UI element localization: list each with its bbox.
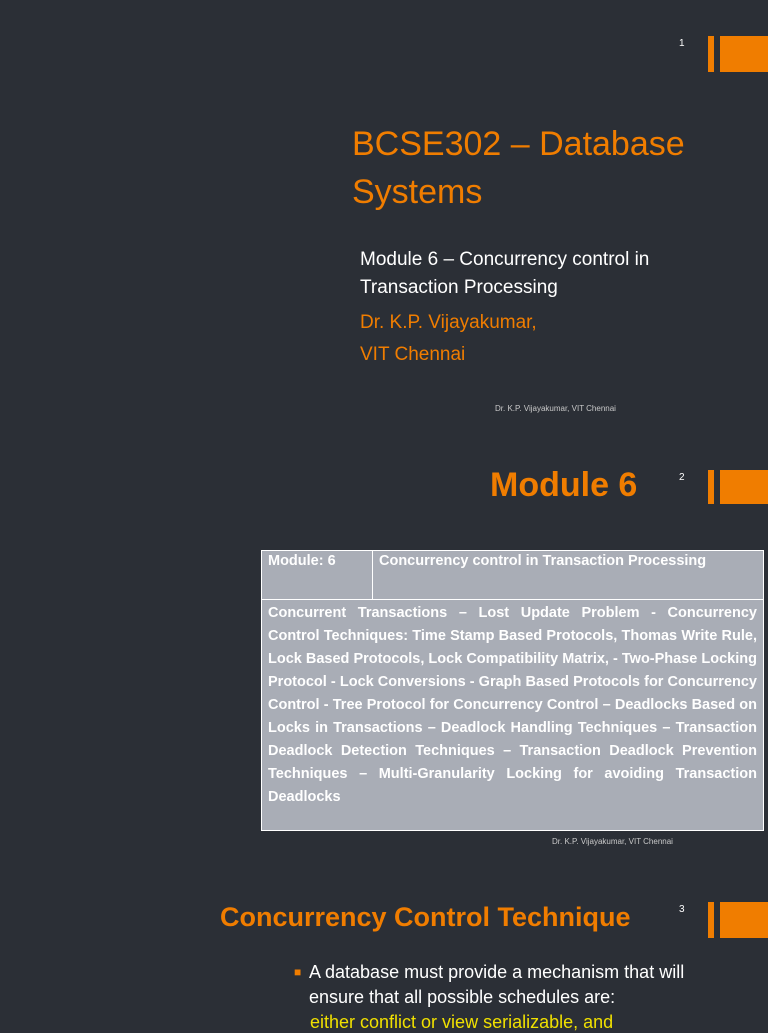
accent-bar-thick [720, 902, 768, 938]
module-title-cell: Concurrency control in Transaction Processing [373, 551, 764, 600]
slide-3 [0, 860, 768, 1032]
page-number: 3 [679, 904, 685, 915]
module-content-cell: Concurrent Transactions – Lost Update Problem - Concurrency Control Techniques: Time Stamp Based Protocols, Thomas Write Rule, Lock Based Protocols, Lock Compatibility Matrix, - Two-Phase Locking Protocol - Lock Conversions - Graph Based Protocols for Concurrency Control - Tree Protocol for Concurrency Control – Deadlocks Based on Locks in Transactions – Deadlock Handling Techniques – Transaction Deadlock Detection Techniques – Transaction Deadlock Prevention Techniques – Multi-Granularity Locking for avoiding Transaction Deadlocks [262, 600, 764, 831]
module-label-cell: Module: 6 [262, 551, 373, 600]
table-content-row [262, 600, 764, 831]
sub-bullet-text: either conflict or view serializable, and [310, 1012, 614, 1032]
accent-bar-thick [720, 36, 768, 72]
slide-title: Concurrency Control Technique [220, 902, 631, 932]
syllabus-table [261, 550, 764, 831]
slide-footer: Dr. K.P. Vijayakumar, VIT Chennai [552, 837, 673, 846]
bullet-item [294, 960, 734, 1010]
accent-bar-thick [720, 470, 768, 504]
table-header-row [262, 551, 764, 600]
slide-footer: Dr. K.P. Vijayakumar, VIT Chennai [495, 404, 616, 413]
slide-1 [0, 0, 768, 430]
bullet-text: A database must provide a mechanism that will ensure that all possible schedules are: [309, 962, 685, 1007]
accent-bar-thin [708, 902, 714, 938]
page-number: 2 [679, 472, 685, 483]
slide-2 [0, 430, 768, 860]
square-bullet-icon: ■ [294, 965, 302, 979]
slide-subtitle: Module 6 – Concurrency control in Transaction Processing [360, 249, 650, 298]
slide-title: Module 6 [490, 466, 638, 504]
slide-title: BCSE302 – Database Systems [352, 125, 685, 211]
author-affiliation: VIT Chennai [360, 344, 466, 365]
author-name: Dr. K.P. Vijayakumar, [360, 312, 537, 333]
page-number: 1 [679, 38, 685, 49]
accent-bar-thin [708, 36, 714, 72]
accent-bar-thin [708, 470, 714, 504]
